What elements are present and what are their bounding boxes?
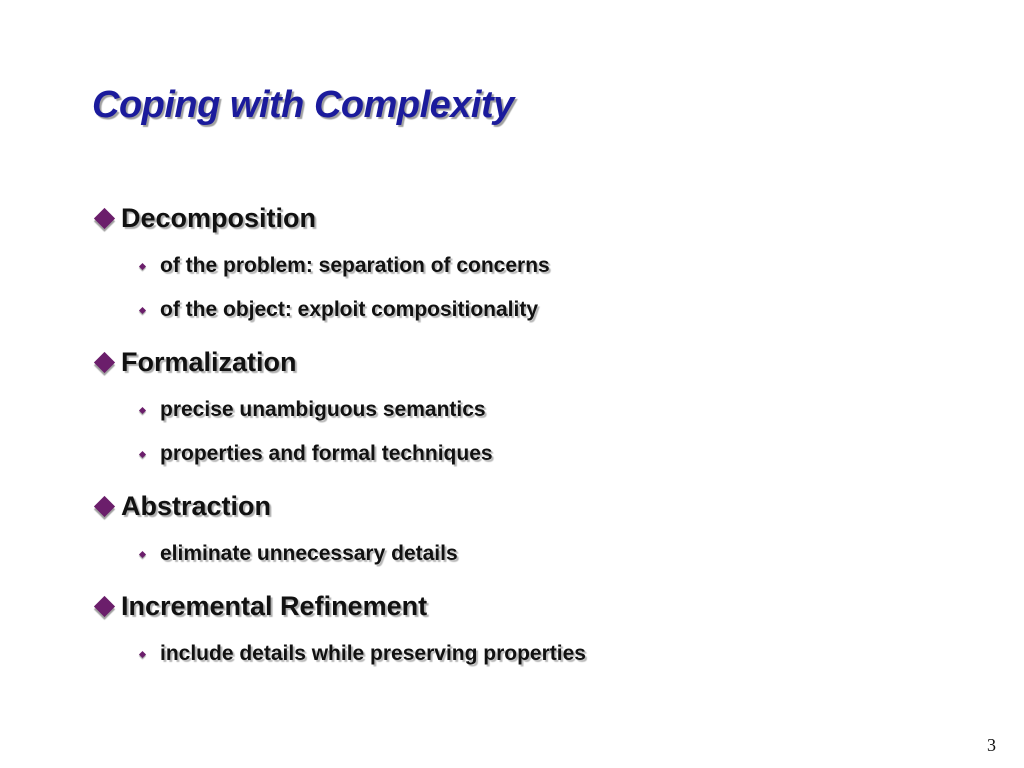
sub-bullet-item: [92, 436, 972, 472]
sub-bullet-label: of the problem: separation of concerns: [160, 254, 550, 277]
sub-bullet-item: [92, 248, 972, 284]
bullet-label: Abstraction: [121, 490, 272, 521]
small-diamond-bullet-icon: [139, 650, 146, 657]
sub-bullet-item: [92, 292, 972, 328]
bullet-item: [92, 486, 972, 526]
bullet-item: [92, 586, 972, 626]
bullet-list: [92, 198, 972, 672]
sub-bullet-label: eliminate unnecessary details: [160, 542, 458, 565]
small-diamond-bullet-icon: [139, 550, 146, 557]
bullet-label: Formalization: [121, 346, 297, 377]
slide-title: Coping with Complexity: [92, 84, 514, 126]
small-diamond-bullet-icon: [139, 262, 146, 269]
bullet-label: Decomposition: [121, 202, 317, 233]
bullet-item: [92, 342, 972, 382]
diamond-bullet-icon: [94, 595, 115, 616]
sub-bullet-label: include details while preserving properties: [160, 642, 586, 665]
sub-bullet-item: [92, 636, 972, 672]
sub-bullet-label: precise unambiguous semantics: [160, 398, 486, 421]
small-diamond-bullet-icon: [139, 306, 146, 313]
bullet-item: [92, 198, 972, 238]
bullet-label: Incremental Refinement: [121, 590, 428, 621]
small-diamond-bullet-icon: [139, 406, 146, 413]
page-number: 3: [987, 735, 996, 755]
diamond-bullet-icon: [94, 207, 115, 228]
sub-bullet-item: [92, 536, 972, 572]
sub-bullet-label: of the object: exploit compositionality: [160, 298, 539, 321]
diamond-bullet-icon: [94, 351, 115, 372]
sub-bullet-item: [92, 392, 972, 428]
sub-bullet-label: properties and formal techniques: [160, 442, 493, 465]
small-diamond-bullet-icon: [139, 450, 146, 457]
diamond-bullet-icon: [94, 495, 115, 516]
